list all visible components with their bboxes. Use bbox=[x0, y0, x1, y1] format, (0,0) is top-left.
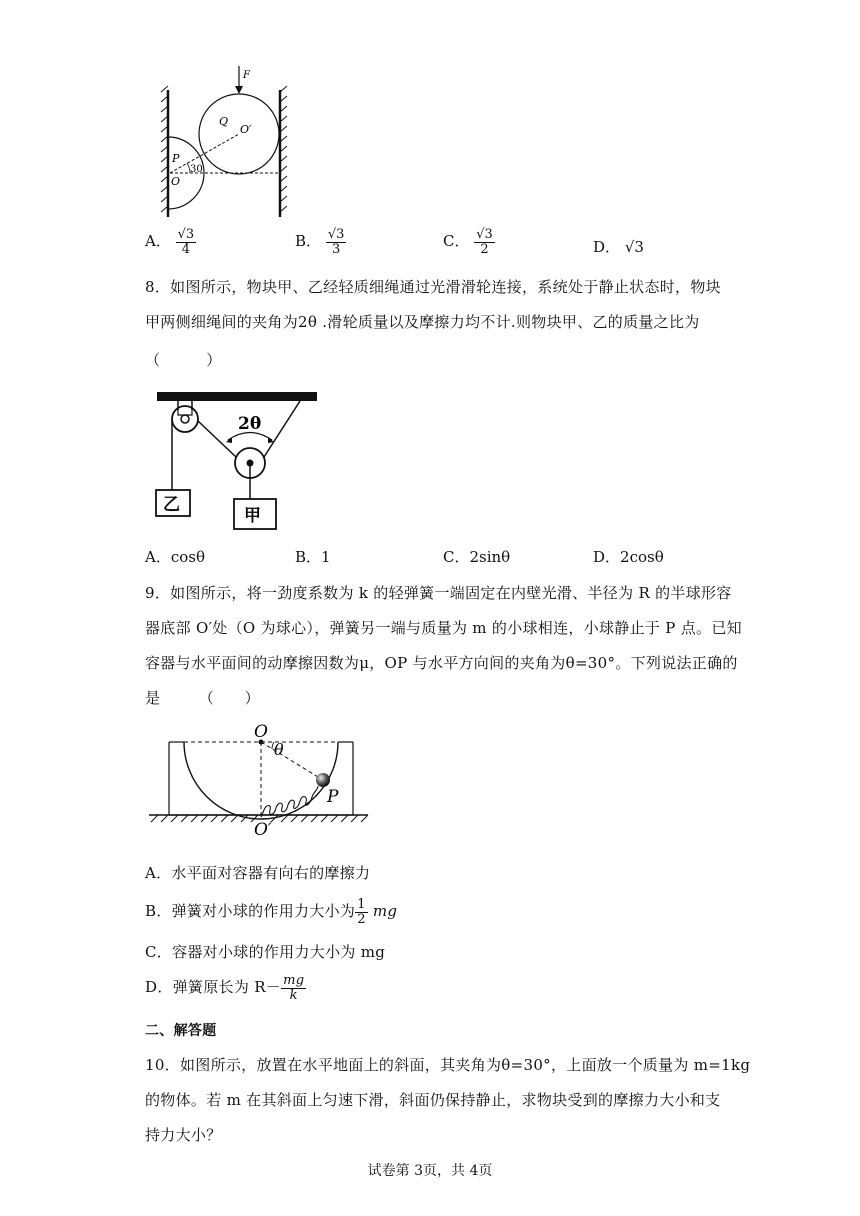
section-heading: 二、解答题 bbox=[145, 1023, 217, 1039]
label-30: 30 bbox=[190, 164, 203, 175]
option-numerator: √3 bbox=[177, 227, 195, 242]
q9-figure bbox=[146, 720, 371, 845]
q9-line-2: 器底部 O′处（O 为球心），弹簧另一端与质量为 m 的小球相连，小球静止于 P 点。已知 bbox=[145, 619, 742, 637]
q9-option-b bbox=[145, 898, 397, 926]
q8-line-1: 8．如图所示，物块甲、乙经轻质细绳通过光滑滑轮连接，系统处于静止状态时，物块 bbox=[145, 278, 721, 296]
q9-line-4: 是 （ ） bbox=[145, 689, 260, 707]
option-letter: D． bbox=[593, 548, 621, 566]
fraction-numerator: 1 bbox=[357, 897, 366, 912]
q10-line-3: 持力大小？ bbox=[145, 1126, 222, 1144]
q9-line-1: 9．如图所示，将一劲度系数为 k 的轻弹簧一端固定在内壁光滑、半径为 R 的半球形容 bbox=[145, 584, 732, 602]
q8-line-3: （ ） bbox=[145, 351, 222, 369]
option-text: 2sinθ bbox=[469, 548, 511, 566]
fraction-numerator: mg bbox=[283, 973, 305, 988]
option-denominator: 2 bbox=[480, 241, 489, 257]
option-letter: C． bbox=[443, 548, 470, 566]
option-text: 2cosθ bbox=[620, 548, 664, 566]
fraction-denominator: k bbox=[289, 987, 298, 1003]
label-P: P bbox=[327, 787, 339, 807]
q8-figure bbox=[150, 385, 325, 535]
q8-option-b bbox=[295, 546, 331, 567]
option-denominator: 3 bbox=[331, 241, 341, 257]
option-letter: A． bbox=[145, 548, 171, 566]
block-yi-label: 乙 bbox=[163, 495, 180, 515]
label-F: F bbox=[243, 70, 250, 81]
option-text: √3 bbox=[624, 238, 644, 256]
option-numerator: √3 bbox=[476, 227, 493, 242]
fraction-half bbox=[355, 898, 368, 926]
q10-line-1: 10．如图所示，放置在水平地面上的斜面，其夹角为θ=30°，上面放一个质量为 m=1kg bbox=[145, 1056, 751, 1074]
q8-option-c bbox=[443, 546, 510, 567]
label-O: O bbox=[171, 175, 181, 188]
fraction-denominator: 2 bbox=[357, 911, 366, 927]
q9-line-3: 容器与水平面间的动摩擦因数为μ，OP 与水平方向间的夹角为θ=30°。下列说法正确的 bbox=[145, 654, 738, 672]
q7-option-a bbox=[145, 228, 196, 256]
label-O: O bbox=[254, 722, 268, 742]
q7-figure bbox=[150, 62, 300, 222]
page-footer: 试卷第 3页，共 4页 bbox=[367, 1163, 493, 1179]
label-O-prime: O′ bbox=[240, 123, 252, 136]
q8-line-2: 甲两侧细绳间的夹角为2θ .滑轮质量以及摩擦力均不计.则物块甲、乙的质量之比为 bbox=[145, 313, 700, 331]
q7-option-c bbox=[443, 228, 495, 256]
q9-option-a: A．水平面对容器有向右的摩擦力 bbox=[145, 864, 371, 882]
label-theta: θ bbox=[274, 740, 284, 759]
option-letter: A． bbox=[145, 232, 171, 251]
option-text: D．弹簧原长为 R－ bbox=[145, 978, 282, 997]
option-numerator: √3 bbox=[327, 227, 345, 242]
option-text: B．弹簧对小球的作用力大小为 bbox=[145, 902, 356, 921]
q8-option-a bbox=[145, 546, 205, 567]
option-letter: B． bbox=[295, 232, 322, 251]
label-2theta: 2θ bbox=[238, 414, 262, 434]
q8-option-d bbox=[593, 546, 664, 567]
option-denominator: 4 bbox=[181, 241, 191, 257]
q7-option-d bbox=[593, 236, 644, 257]
q9-option-d bbox=[145, 974, 306, 1002]
option-text: 1 bbox=[321, 548, 331, 566]
q10-line-2: 的物体。若 m 在其斜面上匀速下滑，斜面仍保持静止，求物块受到的摩擦力大小和支 bbox=[145, 1091, 721, 1109]
label-O-prime: O′ bbox=[254, 820, 272, 840]
option-text: cosθ bbox=[170, 548, 206, 566]
label-P: P bbox=[172, 152, 180, 165]
option-letter: C． bbox=[443, 232, 470, 251]
option-letter: D． bbox=[593, 238, 621, 256]
option-text-suffix: mg bbox=[367, 902, 398, 921]
block-jia-label: 甲 bbox=[244, 506, 261, 526]
q7-option-b bbox=[295, 228, 346, 256]
option-letter: B． bbox=[295, 548, 322, 566]
q9-option-c: C．容器对小球的作用力大小为 mg bbox=[145, 943, 386, 961]
fraction-mg-k bbox=[281, 974, 306, 1002]
label-Q: Q bbox=[219, 115, 229, 128]
